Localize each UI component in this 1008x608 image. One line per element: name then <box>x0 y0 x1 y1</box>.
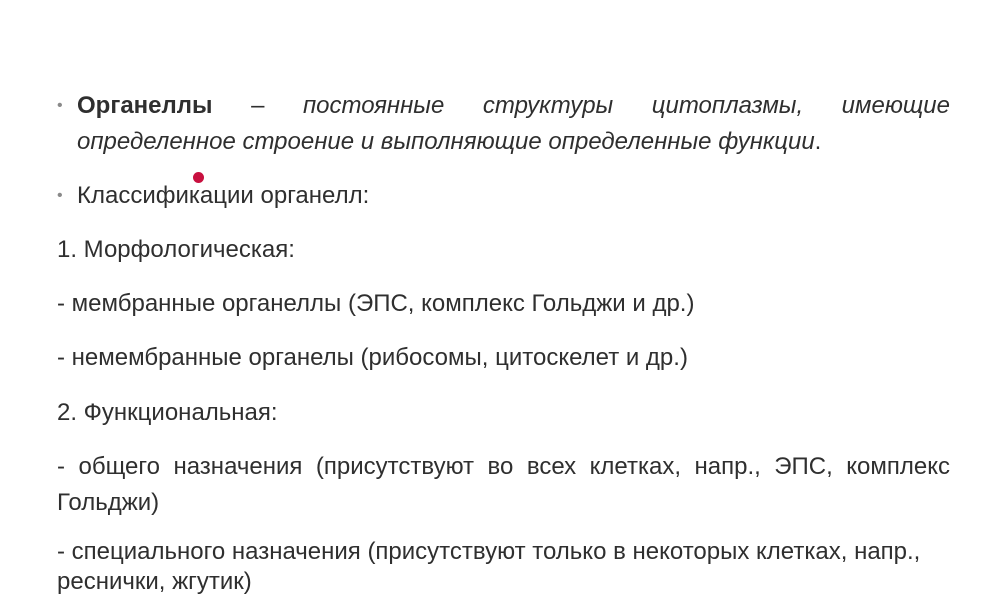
functional-heading: 2. Функциональная: <box>57 399 278 426</box>
functional-item-special: - специального назначения (присутствуют только в некоторых клетках, напр., реснички, жгутик) <box>57 538 921 595</box>
definition-text: постоянные структуры цитоплазмы, имеющие определенное строение и выполняющие определенные функции <box>77 92 950 155</box>
definition-dash: – <box>251 92 265 119</box>
definition-term: Органеллы <box>77 92 213 119</box>
functional-item-general: - общего назначения (присутствуют во всех клетках, напр., ЭПС, комплекс Гольджи) <box>57 453 950 516</box>
bullet-marker: • <box>57 97 63 114</box>
classification-heading: Классификации органелл: <box>77 182 370 209</box>
definition-end: . <box>814 128 822 155</box>
bullet-marker: • <box>57 187 63 204</box>
morphological-item-membrane: - мембранные органеллы (ЭПС, комплекс Гольджи и др.) <box>57 290 695 317</box>
morphological-item-nonmembrane: - немембранные органелы (рибосомы, цитоскелет и др.) <box>57 344 688 371</box>
morphological-heading: 1. Морфологическая: <box>57 236 295 263</box>
definition-paragraph <box>77 88 950 160</box>
